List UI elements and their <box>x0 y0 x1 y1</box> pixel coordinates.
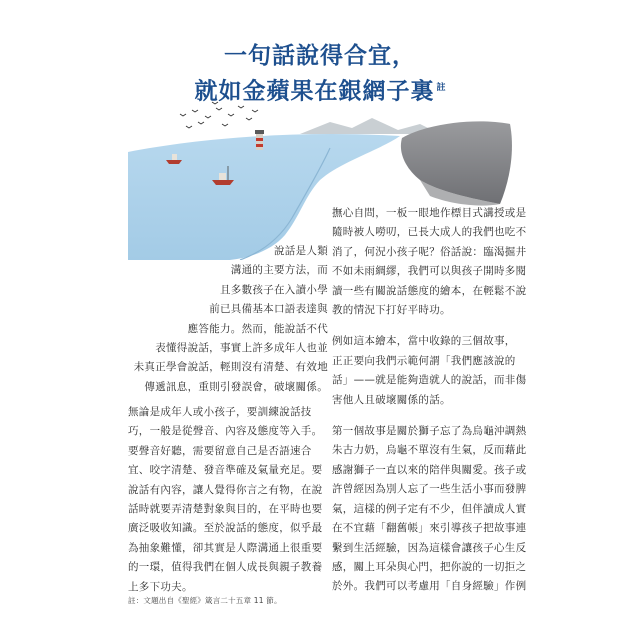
text-line: 不如未雨綢繆，我們可以與孩子開時多閱 <box>332 265 527 278</box>
text-line: 話時就要弄清楚對象與目的，在平時也要 <box>128 503 323 516</box>
text-line: 在不宜藉「翻舊帳」來引導孩子把故事連 <box>332 522 527 535</box>
text-line: 應答能力。然而，能說話不代 <box>187 322 328 335</box>
text-line: 上多下功夫。 <box>128 580 193 593</box>
lighthouse <box>255 130 264 150</box>
text-line: 話」——就是能夠造就人的說話，而非傷 <box>332 374 527 387</box>
text-line: 為抽象難懂，卻其實是人際溝通上很重要 <box>128 541 323 554</box>
skills-paragraph <box>128 403 328 597</box>
text-line: 撫心自問，一板一眼地作標目式講授或是 <box>332 207 527 219</box>
text-line: 要聲音好聽，需要留意自己是否語速合 <box>128 444 312 457</box>
seascape-illustration <box>0 100 640 260</box>
text-line: 且多數孩子在入讀小學 <box>220 283 328 296</box>
text-line: 害他人且破壞關係的話。 <box>332 393 451 406</box>
birds <box>180 102 258 128</box>
text-line: 前已具備基本口語表達與 <box>209 303 328 316</box>
footnote: 註：文題出自《聖經》箴言二十五章 11 節。 <box>128 596 282 605</box>
text-line: 氣，這樣的例子定有不少，但伴讀成人實 <box>332 502 527 515</box>
text-line: 無論是成年人或小孩子，要訓練說話技 <box>128 406 312 418</box>
text-line: 繫到生活經驗，因為這樣會讓孩子心生反 <box>332 541 527 554</box>
text-line: 於外。我們可以考慮用「自身經驗」作例 <box>332 580 527 593</box>
page-title-line-2-text: 就如金蘋果在銀網子裏 <box>194 78 435 105</box>
text-line: 未真正學會說話，輕則沒有清楚、有效地 <box>133 361 328 374</box>
text-line: 傳遞訊息，重則引發誤會，破壞關係。 <box>144 380 328 393</box>
text-line: 表懂得說話，事實上許多成年人也並 <box>155 342 328 355</box>
text-line: 感謝獅子一直以來的陪伴與關愛。孩子或 <box>332 463 527 476</box>
text-line: 例如這本繪本，當中收錄的三個故事， <box>332 335 516 348</box>
text-line: 宜、咬字清楚、發音準確及氣量充足。要 <box>128 464 323 477</box>
text-line: 說話有內容，讓人覺得你言之有物，在說 <box>128 483 323 496</box>
text-line: 廣泛吸收知識。至於說話的態度，似乎最 <box>128 522 323 535</box>
page-title-line-1: 一句話說得合宜， <box>224 43 416 69</box>
intro-paragraph <box>128 242 328 397</box>
text-line: 說話是人類 <box>274 245 328 257</box>
text-line: 朱古力奶，烏龜不單沒有生氣，反而藉此 <box>332 444 527 457</box>
text-line: 感，關上耳朵與心門，把你說的一切拒之 <box>332 560 527 573</box>
text-line: 消了，何況小孩子呢？俗話說：臨渴掘井 <box>332 245 527 258</box>
text-line: 溝通的主要方法，而 <box>230 264 328 277</box>
footnote-marker: 註 <box>436 83 446 93</box>
text-line: 隨時被人嘮叨，已長大成人的我們也吃不 <box>332 226 527 239</box>
text-line: 讀一些有關說話態度的繪本，在輕鬆不說 <box>332 284 527 297</box>
text-line: 第一個故事是關於獅子忘了為烏龜沖調熱 <box>332 425 527 438</box>
text-line: 巧，一般是從聲音、內容及態度等入手。 <box>128 425 323 438</box>
paragraph-gap <box>332 320 532 332</box>
text-line: 許曾經因為別人忘了一些生活小事而發脾 <box>332 483 527 496</box>
text-line: 教的情況下打好平時功。 <box>332 304 451 317</box>
text-line: 正正要向我們示範何謂「我們應該說的 <box>332 354 516 367</box>
paragraph-gap <box>332 410 532 422</box>
right-column <box>332 204 532 597</box>
rock <box>401 121 512 204</box>
text-line: 的一環，值得我們在個人成長與親子教養 <box>128 561 323 574</box>
